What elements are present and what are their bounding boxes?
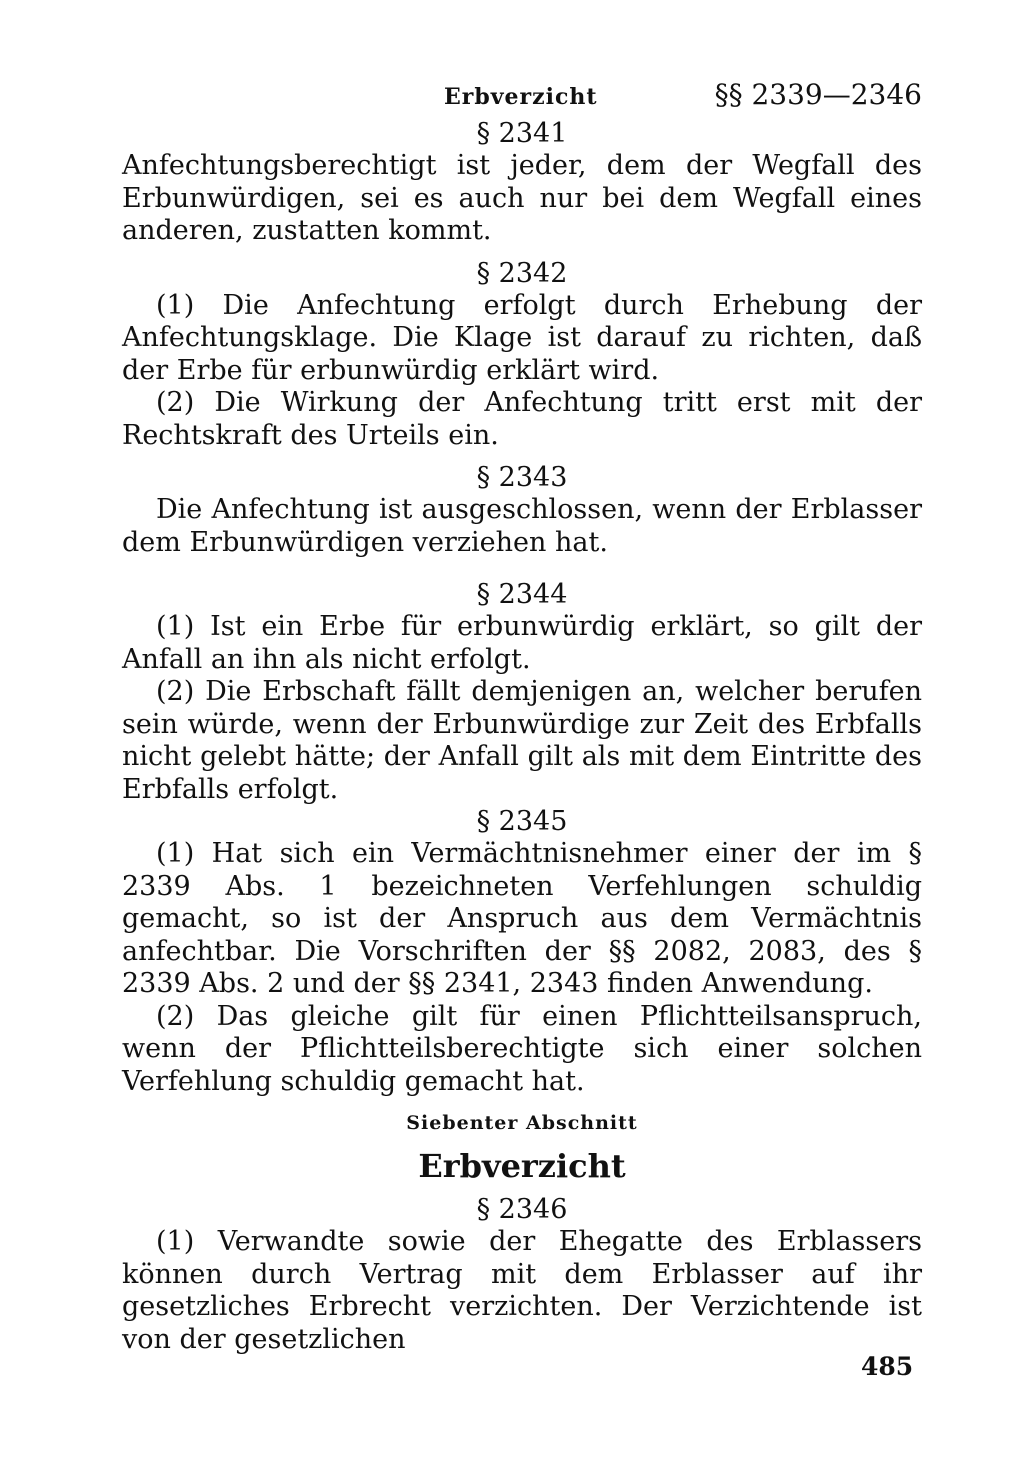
section-heading-2343: § 2343 [476, 462, 568, 493]
section-2344-paragraph-2: (2) Die Erbschaft fällt demjenigen an, welcher berufen sein würde, wenn der Erbunwürdige zur Zeit des Erbfalls nicht gelebt hätte; der Anfall gilt als mit dem Eintritte des Erbfalls erfolgt. [122, 676, 922, 805]
header-paragraph-range: §§ 2339—2346 [714, 78, 922, 111]
section-2342-paragraph-2: (2) Die Wirkung der Anfechtung tritt erst mit der Rechtskraft des Urteils ein. [122, 387, 922, 451]
section-2341-paragraph: Anfechtungsberechtigt ist jeder, dem der Wegfall des Erbunwürdigen, sei es auch nur bei dem Wegfall eines anderen, zustatten kommt. [122, 150, 922, 246]
page-body [122, 78, 922, 1356]
section-2344-paragraph-1: (1) Ist ein Erbe für erbunwürdig erklärt, so gilt der Anfall an ihn als nicht erfolgt. [122, 611, 922, 675]
section-2343-paragraph: Die Anfechtung ist ausgeschlossen, wenn der Erblasser dem Erbunwürdigen verziehen hat. [122, 494, 922, 558]
running-header [122, 78, 922, 118]
page-number: 485 [861, 1352, 914, 1381]
section-2345-paragraph-1: (1) Hat sich ein Vermächtnisnehmer einer der im § 2339 Abs. 1 bezeichneten Verfehlungen schuldig gemacht, so ist der Anspruch aus dem Vermächtnis anfechtbar. Die Vorschriften der §§ 2082, 2083, des § 2339 Abs. 2 und der §§ 2341, 2343 finden Anwendung. [122, 838, 922, 999]
section-2345-paragraph-2: (2) Das gleiche gilt für einen Pflichtteilsanspruch, wenn der Pflichtteilsberechtigte sich einer solchen Verfehlung schuldig gemacht hat. [122, 1000, 922, 1097]
division-label: Siebenter Abschnitt [406, 1112, 638, 1134]
section-heading-2344: § 2344 [476, 579, 568, 610]
section-2342-paragraph-1: (1) Die Anfechtung erfolgt durch Erhebung der Anfechtungsklage. Die Klage ist darauf zu richten, daß der Erbe für erbunwürdig erklärt wird. [122, 289, 922, 386]
section-heading-2346: § 2346 [476, 1194, 568, 1225]
section-heading-2342: § 2342 [476, 257, 568, 289]
header-title: Erbverzicht [444, 84, 598, 110]
section-2346-paragraph-1: (1) Verwandte sowie der Ehegatte des Erblassers können durch Vertrag mit dem Erblasser auf ihr gesetzliches Erbrecht verzichten. Der Verzichtende ist von der gesetzlichen [122, 1226, 922, 1355]
division-title: Erbverzicht [418, 1147, 626, 1185]
section-heading-2345: § 2345 [476, 806, 568, 837]
section-heading-2341: § 2341 [476, 118, 568, 149]
